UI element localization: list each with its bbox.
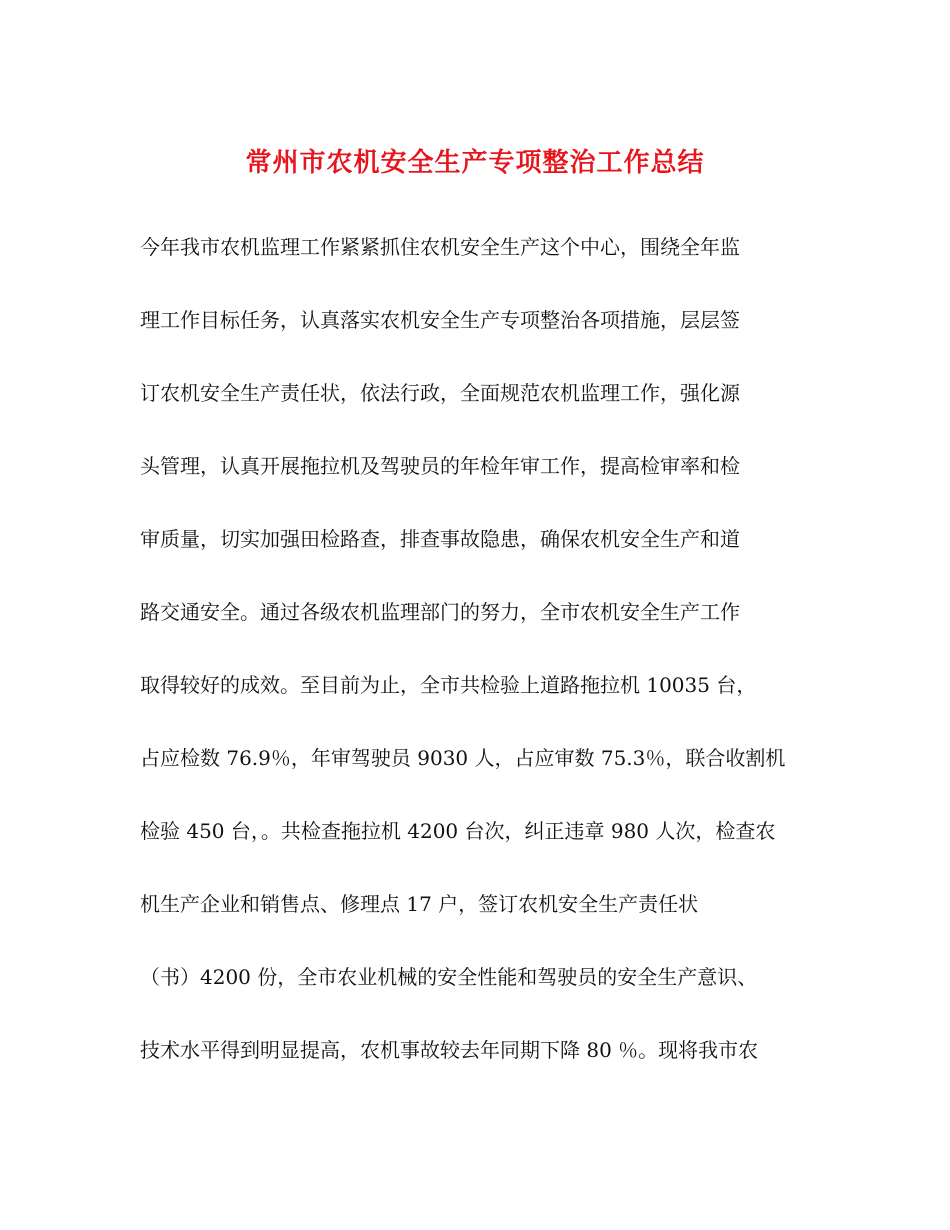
body-line: 订农机安全生产责任状，依法行政，全面规范农机监理工作，强化源 [140, 381, 740, 405]
body-line: 头管理，认真开展拖拉机及驾驶员的年检年审工作，提高检审率和检 [140, 454, 740, 478]
body-line: 审质量，切实加强田检路查，排查事故隐患，确保农机安全生产和道 [140, 527, 740, 551]
body-line: （书）4200 份，全市农业机械的安全性能和驾驶员的安全生产意识、 [140, 965, 758, 989]
document-body [140, 228, 820, 1104]
body-line: 占应检数 76.9％，年审驾驶员 9030 人，占应审数 75.3％，联合收割机 [140, 746, 786, 770]
body-line: 技术水平得到明显提高，农机事故较去年同期下降 80 ％。现将我市农 [140, 1038, 759, 1062]
body-line: 今年我市农机监理工作紧紧抓住农机安全生产这个中心，围绕全年监 [140, 235, 740, 259]
document-title: 常州市农机安全生产专项整治工作总结 [245, 148, 705, 178]
body-line: 机生产企业和销售点、修理点 17 户，签订农机安全生产责任状 [140, 892, 699, 916]
body-line: 路交通安全。通过各级农机监理部门的努力，全市农机安全生产工作 [140, 600, 740, 624]
body-line: 理工作目标任务，认真落实农机安全生产专项整治各项措施，层层签 [140, 308, 740, 332]
body-line: 取得较好的成效。至目前为止，全市共检验上道路拖拉机 10035 台， [140, 673, 757, 697]
body-line: 检验 450 台，。共检查拖拉机 4200 台次，纠正违章 980 人次，检查农 [140, 819, 776, 843]
